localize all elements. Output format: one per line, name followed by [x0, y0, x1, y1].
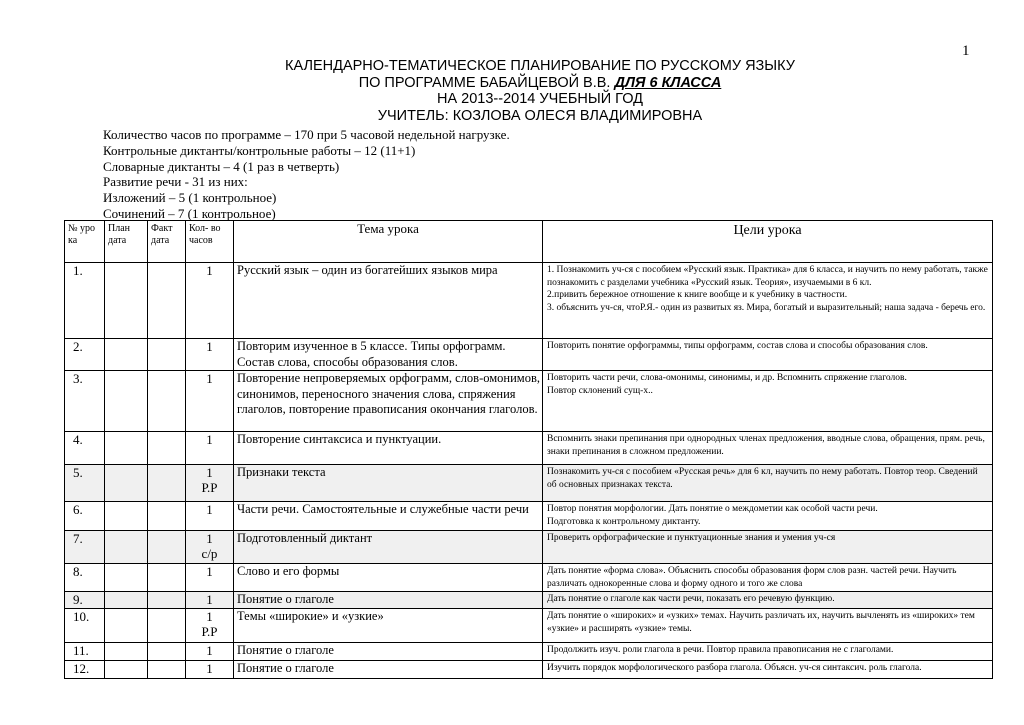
- lesson-goals: [543, 592, 993, 609]
- fact-date-cell: [148, 502, 186, 531]
- fact-date-cell: [148, 592, 186, 609]
- fact-date-cell: [148, 643, 186, 661]
- lesson-number: 11.: [65, 643, 105, 661]
- table-row: [65, 432, 993, 465]
- fact-date-cell: [148, 661, 186, 679]
- lesson-hours: [186, 592, 234, 609]
- hours-value: 1: [206, 263, 213, 278]
- fact-date-cell: [148, 371, 186, 432]
- table-row: [65, 263, 993, 339]
- lesson-type-note: Р.Р: [201, 480, 218, 495]
- header-num: № уро ка: [65, 221, 105, 263]
- fact-date-cell: [148, 609, 186, 643]
- lesson-number: 4.: [65, 432, 105, 465]
- goal-line: 1. Познакомить уч-ся с пособием «Русский язык. Практика» для 6 класса, и научить по нему работать, также познакомить с разделами учебника «Русский язык. Теория», изучаемыми в 6 кл.: [547, 265, 988, 288]
- hours-value: 1: [206, 661, 213, 676]
- fact-date-cell: [148, 564, 186, 592]
- lesson-hours: [186, 339, 234, 371]
- goal-line: Дать понятие о глаголе как части речи, показать его речевую функцию.: [547, 594, 835, 604]
- hours-value: 1: [206, 609, 213, 624]
- lesson-topic: Повторение синтаксиса и пунктуации.: [234, 432, 543, 465]
- lesson-goals: [543, 609, 993, 643]
- header-fact-date: Факт дата: [148, 221, 186, 263]
- lesson-goals: [543, 465, 993, 502]
- header-line-4: УЧИТЕЛЬ: КОЗЛОВА ОЛЕСЯ ВЛАДИМИРОВНА: [377, 107, 703, 124]
- fact-date-cell: [148, 339, 186, 371]
- goal-line: Изучить порядок морфологического разбора глагола. Объясн. уч-ся синтаксич. роль глагола.: [547, 663, 922, 673]
- lesson-hours: [186, 564, 234, 592]
- info-tests: Контрольные диктанты/контрольные работы – 12 (11+1): [103, 142, 416, 158]
- lesson-topic: Признаки текста: [234, 465, 543, 502]
- goal-line: Познакомить уч-ся с пособием «Русская речь» для 6 кл, научить по нему работать. Повтор теор. Сведений об основных признаках текста.: [547, 467, 978, 490]
- goal-line: Вспомнить знаки препинания при однородных членах предложения, вводные слова, обращения, прям. речь, знаки препинания в сложном предложении.: [547, 434, 985, 457]
- goal-line: Повтор склонений сущ-х..: [547, 385, 653, 396]
- header-topic: Тема урока: [234, 221, 543, 263]
- lesson-type-note: с/р: [201, 546, 218, 561]
- lesson-number: 2.: [65, 339, 105, 371]
- lesson-hours: [186, 263, 234, 339]
- plan-date-cell: [105, 609, 148, 643]
- lesson-goals: [543, 339, 993, 371]
- table-row: [65, 643, 993, 661]
- header-hours: Кол- во часов: [186, 221, 234, 263]
- hours-value: 1: [206, 502, 213, 517]
- plan-date-cell: [105, 643, 148, 661]
- hours-value: 1: [206, 643, 213, 658]
- plan-date-cell: [105, 661, 148, 679]
- lesson-number: 1.: [65, 263, 105, 339]
- goal-line: Дать понятие «форма слова». Объяснить способы образования форм слов разн. частей речи. Научить различать однокоренные слова и форму одного и того же слова: [547, 566, 957, 589]
- lesson-goals: [543, 263, 993, 339]
- table-row: [65, 371, 993, 432]
- lesson-goals: [543, 531, 993, 564]
- lesson-hours: [186, 371, 234, 432]
- lesson-goals: [543, 371, 993, 432]
- info-hours: Количество часов по программе – 170 при 5 часовой недельной нагрузке.: [103, 127, 510, 142]
- lesson-topic: Подготовленный диктант: [234, 531, 543, 564]
- table-row: [65, 531, 993, 564]
- info-essays: Сочинений – 7 (1 контрольное): [103, 205, 276, 221]
- goal-line: Проверить орфографические и пунктуационные знания и умения уч-ся: [547, 533, 836, 543]
- lesson-hours: [186, 502, 234, 531]
- goal-line: Повторить понятие орфограммы, типы орфограмм, состав слова и способы образования слов.: [547, 341, 928, 351]
- page-number: 1: [962, 43, 970, 59]
- table-row: [65, 564, 993, 592]
- plan-date-cell: [105, 531, 148, 564]
- goal-line: Повтор понятия морфологии. Дать понятие о междометии как особой части речи.: [547, 504, 878, 514]
- lesson-topic: Повторение непроверяемых орфограмм, слов-омонимов, синонимов, переносного значения слова, спряжения глаголов, повторение правописания окончания глаголов.: [234, 371, 543, 432]
- info-vocab: Словарные диктанты – 4 (1 раз в четверть): [103, 158, 340, 174]
- lesson-goals: [543, 661, 993, 679]
- goal-line: Продолжить изуч. роли глагола в речи. Повтор правила правописания не с глаголами.: [547, 645, 894, 655]
- lesson-topic: Понятие о глаголе: [234, 592, 543, 609]
- lesson-hours: [186, 465, 234, 502]
- hours-value: 1: [206, 564, 213, 579]
- table-row: [65, 661, 993, 679]
- header-line-3: НА 2013--2014 УЧЕБНЫЙ ГОД: [436, 91, 643, 107]
- header-grade: ДЛЯ 6 КЛАССА: [614, 74, 722, 91]
- lesson-hours: [186, 643, 234, 661]
- table-row: [65, 339, 993, 371]
- lesson-type-note: Р.Р: [201, 624, 218, 639]
- goal-line: Повторить части речи, слова-омонимы, синонимы, и др. Вспомнить спряжение глаголов.: [547, 373, 907, 383]
- plan-date-cell: [105, 465, 148, 502]
- plan-date-cell: [105, 592, 148, 609]
- lesson-number: 10.: [65, 609, 105, 643]
- fact-date-cell: [148, 263, 186, 339]
- hours-value: 1: [206, 371, 213, 386]
- header-line-2: [200, 75, 880, 92]
- lesson-hours: [186, 432, 234, 465]
- course-info: [103, 127, 510, 222]
- hours-value: 1: [206, 432, 213, 447]
- hours-value: 1: [206, 592, 213, 607]
- lesson-hours: [186, 661, 234, 679]
- plan-date-cell: [105, 502, 148, 531]
- lesson-number: 6.: [65, 502, 105, 531]
- lesson-number: 9.: [65, 592, 105, 609]
- header-goals: Цели урока: [543, 221, 993, 263]
- table-header-row: [65, 221, 993, 263]
- table-row: [65, 592, 993, 609]
- header-program: ПО ПРОГРАММЕ БАБАЙЦЕВОЙ В.В.: [358, 74, 615, 91]
- lesson-number: 7.: [65, 531, 105, 564]
- table-row: [65, 502, 993, 531]
- lesson-plan-table: [64, 220, 993, 679]
- goal-line: 3. объяснить уч-ся, чтоР.Я.- один из развитых яз. Мира, богатый и выразительный; наша задача - беречь его.: [547, 302, 986, 313]
- plan-date-cell: [105, 339, 148, 371]
- lesson-number: 3.: [65, 371, 105, 432]
- lesson-topic: Темы «широкие» и «узкие»: [234, 609, 543, 643]
- fact-date-cell: [148, 531, 186, 564]
- lesson-goals: [543, 432, 993, 465]
- lesson-number: 8.: [65, 564, 105, 592]
- lesson-hours: [186, 609, 234, 643]
- lesson-topic: Слово и его формы: [234, 564, 543, 592]
- lesson-number: 12.: [65, 661, 105, 679]
- hours-value: 1: [206, 531, 213, 546]
- goal-line: Подготовка к контрольному диктанту.: [547, 516, 701, 527]
- table-body: [65, 263, 993, 679]
- goal-line: 2.привить бережное отношение к книге вообще и к учебнику в частности.: [547, 290, 848, 300]
- lesson-topic: Понятие о глаголе: [234, 643, 543, 661]
- info-speech: Развитие речи - 31 из них:: [103, 174, 248, 190]
- lesson-goals: [543, 564, 993, 592]
- table-row: [65, 465, 993, 502]
- header-line-1: КАЛЕНДАРНО-ТЕМАТИЧЕСКОЕ ПЛАНИРОВАНИЕ ПО РУССКОМУ ЯЗЫКУ: [285, 58, 795, 74]
- info-expositions: Изложений – 5 (1 контрольное): [103, 190, 277, 206]
- plan-date-cell: [105, 564, 148, 592]
- lesson-topic: Русский язык – один из богатейших языков мира: [234, 263, 543, 339]
- fact-date-cell: [148, 432, 186, 465]
- fact-date-cell: [148, 465, 186, 502]
- document-header: [200, 58, 880, 124]
- lesson-topic: Повторим изученное в 5 классе. Типы орфограмм. Состав слова, способы образования слов.: [234, 339, 543, 371]
- plan-date-cell: [105, 263, 148, 339]
- plan-date-cell: [105, 371, 148, 432]
- lesson-hours: [186, 531, 234, 564]
- hours-value: 1: [206, 465, 213, 480]
- lesson-topic: Понятие о глаголе: [234, 661, 543, 679]
- hours-value: 1: [206, 339, 213, 354]
- lesson-number: 5.: [65, 465, 105, 502]
- lesson-goals: [543, 643, 993, 661]
- lesson-topic: Части речи. Самостоятельные и служебные части речи: [234, 502, 543, 531]
- table-row: [65, 609, 993, 643]
- lesson-goals: [543, 502, 993, 531]
- header-plan-date: План дата: [105, 221, 148, 263]
- plan-date-cell: [105, 432, 148, 465]
- goal-line: Дать понятие о «широких» и «узких» темах. Научить различать их, научить вычленять из «широких» тем «узкие» и расширять «узкие» темы.: [547, 611, 975, 634]
